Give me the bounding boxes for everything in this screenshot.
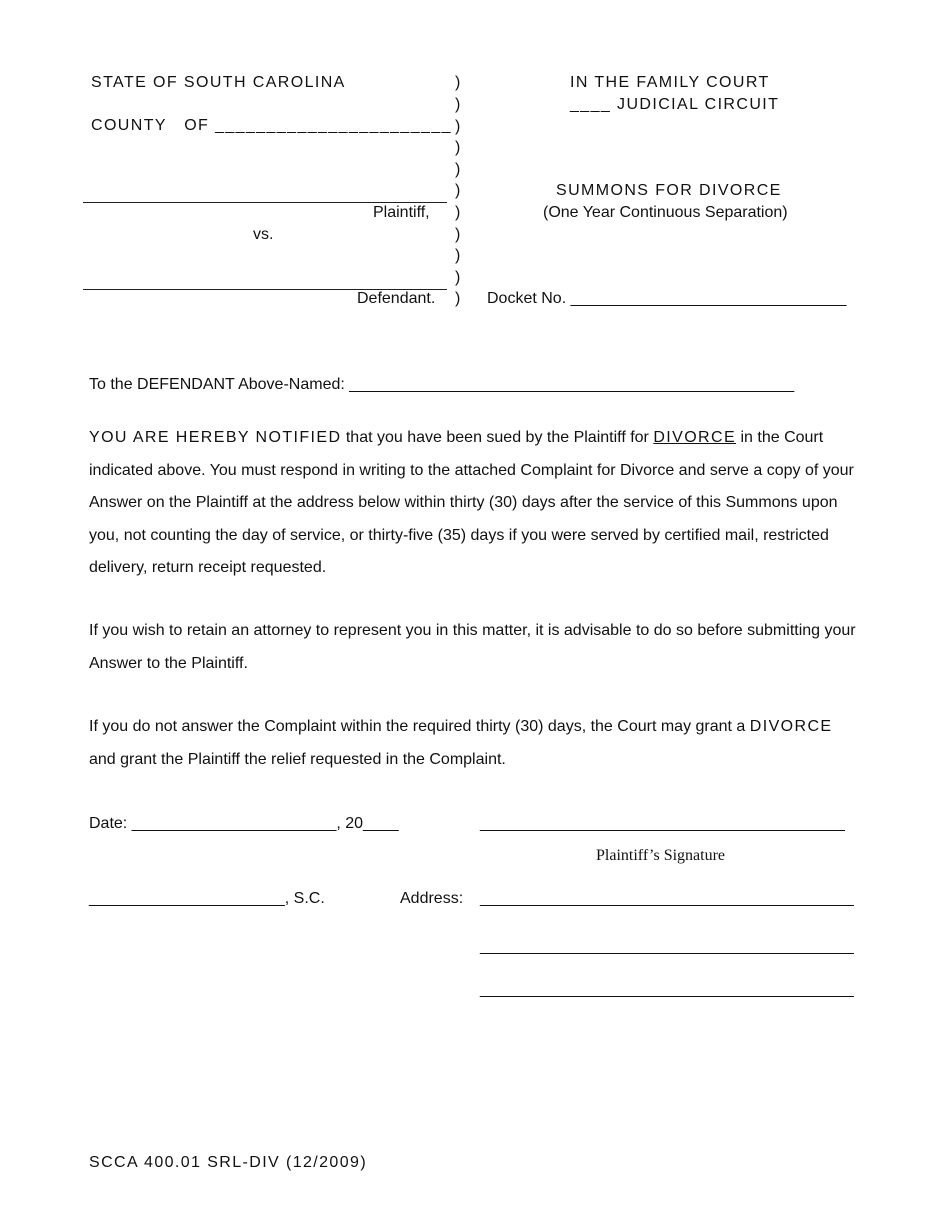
caption-paren: ) [455,74,461,91]
signature-label: Plaintiff’s Signature [596,847,726,864]
caption-paren: ) [455,247,461,264]
notice-text: that you have been sued by the Plaintiff for [341,429,654,446]
court-name: IN THE FAMILY COURT [570,74,770,91]
caption-paren: ) [455,96,461,113]
plaintiff-name-line[interactable] [83,202,447,203]
address-label: Address: [400,890,464,907]
docket-number-field[interactable]: Docket No. _______________________________ [487,290,847,307]
signature-line[interactable]: _________________________________________ [480,815,845,832]
notice-text: in the Court indicated above. You must respond in writing to the attached Complaint for Divorce and serve a copy of your Answer on the Plaintiff at the address below within thirty (30) days after the service of this Summons upon you, not counting the day of service, or thirty-five (35) days if you were served by certified mail, restricted delivery, return receipt requested. [89,429,854,576]
attorney-paragraph: If you wish to retain an attorney to represent you in this matter, it is advisable to do so before submitting your Answer to the Plaintiff. [89,622,856,672]
vs-label: vs. [253,226,274,243]
plaintiff-label: Plaintiff, [373,204,430,221]
caption-paren: ) [455,161,461,178]
caption-paren: ) [455,269,461,286]
default-text: If you do not answer the Complaint within the required thirty (30) days, the Court may grant a [89,718,750,735]
caption-paren: ) [455,290,461,307]
defendant-name-field[interactable]: To the DEFENDANT Above-Named: __________________________________________________ [89,376,795,393]
defendant-label: Defendant. [357,290,436,307]
address-line-1[interactable]: __________________________________________ [480,890,854,907]
judicial-circuit-field[interactable]: ____ JUDICIAL CIRCUIT [570,96,780,113]
default-paragraph [89,711,859,776]
address-line-2[interactable]: __________________________________________ [480,938,854,955]
notice-lead: YOU ARE HEREBY NOTIFIED [89,429,342,446]
default-text: and grant the Plaintiff the relief requested in the Complaint. [89,750,506,768]
document-title: SUMMONS FOR DIVORCE [556,182,782,199]
document-subtitle: (One Year Continuous Separation) [543,204,788,221]
notice-paragraph [89,422,859,585]
caption-paren: ) [455,182,461,199]
divorce-term: DIVORCE [749,718,833,735]
caption-paren: ) [455,226,461,243]
date-field[interactable]: Date: _______________________, 20____ [89,815,399,832]
address-line-3[interactable]: __________________________________________ [480,981,854,998]
state-label: STATE OF SOUTH CAROLINA [91,74,346,91]
caption-paren: ) [455,139,461,156]
caption-paren: ) [455,118,461,135]
divorce-emphasis: DIVORCE [653,429,737,446]
city-field[interactable]: ______________________, S.C. [89,890,325,907]
county-field[interactable]: COUNTY OF _______________________ [91,117,452,134]
form-id: SCCA 400.01 SRL-DIV (12/2009) [89,1154,368,1171]
caption-paren: ) [455,204,461,221]
